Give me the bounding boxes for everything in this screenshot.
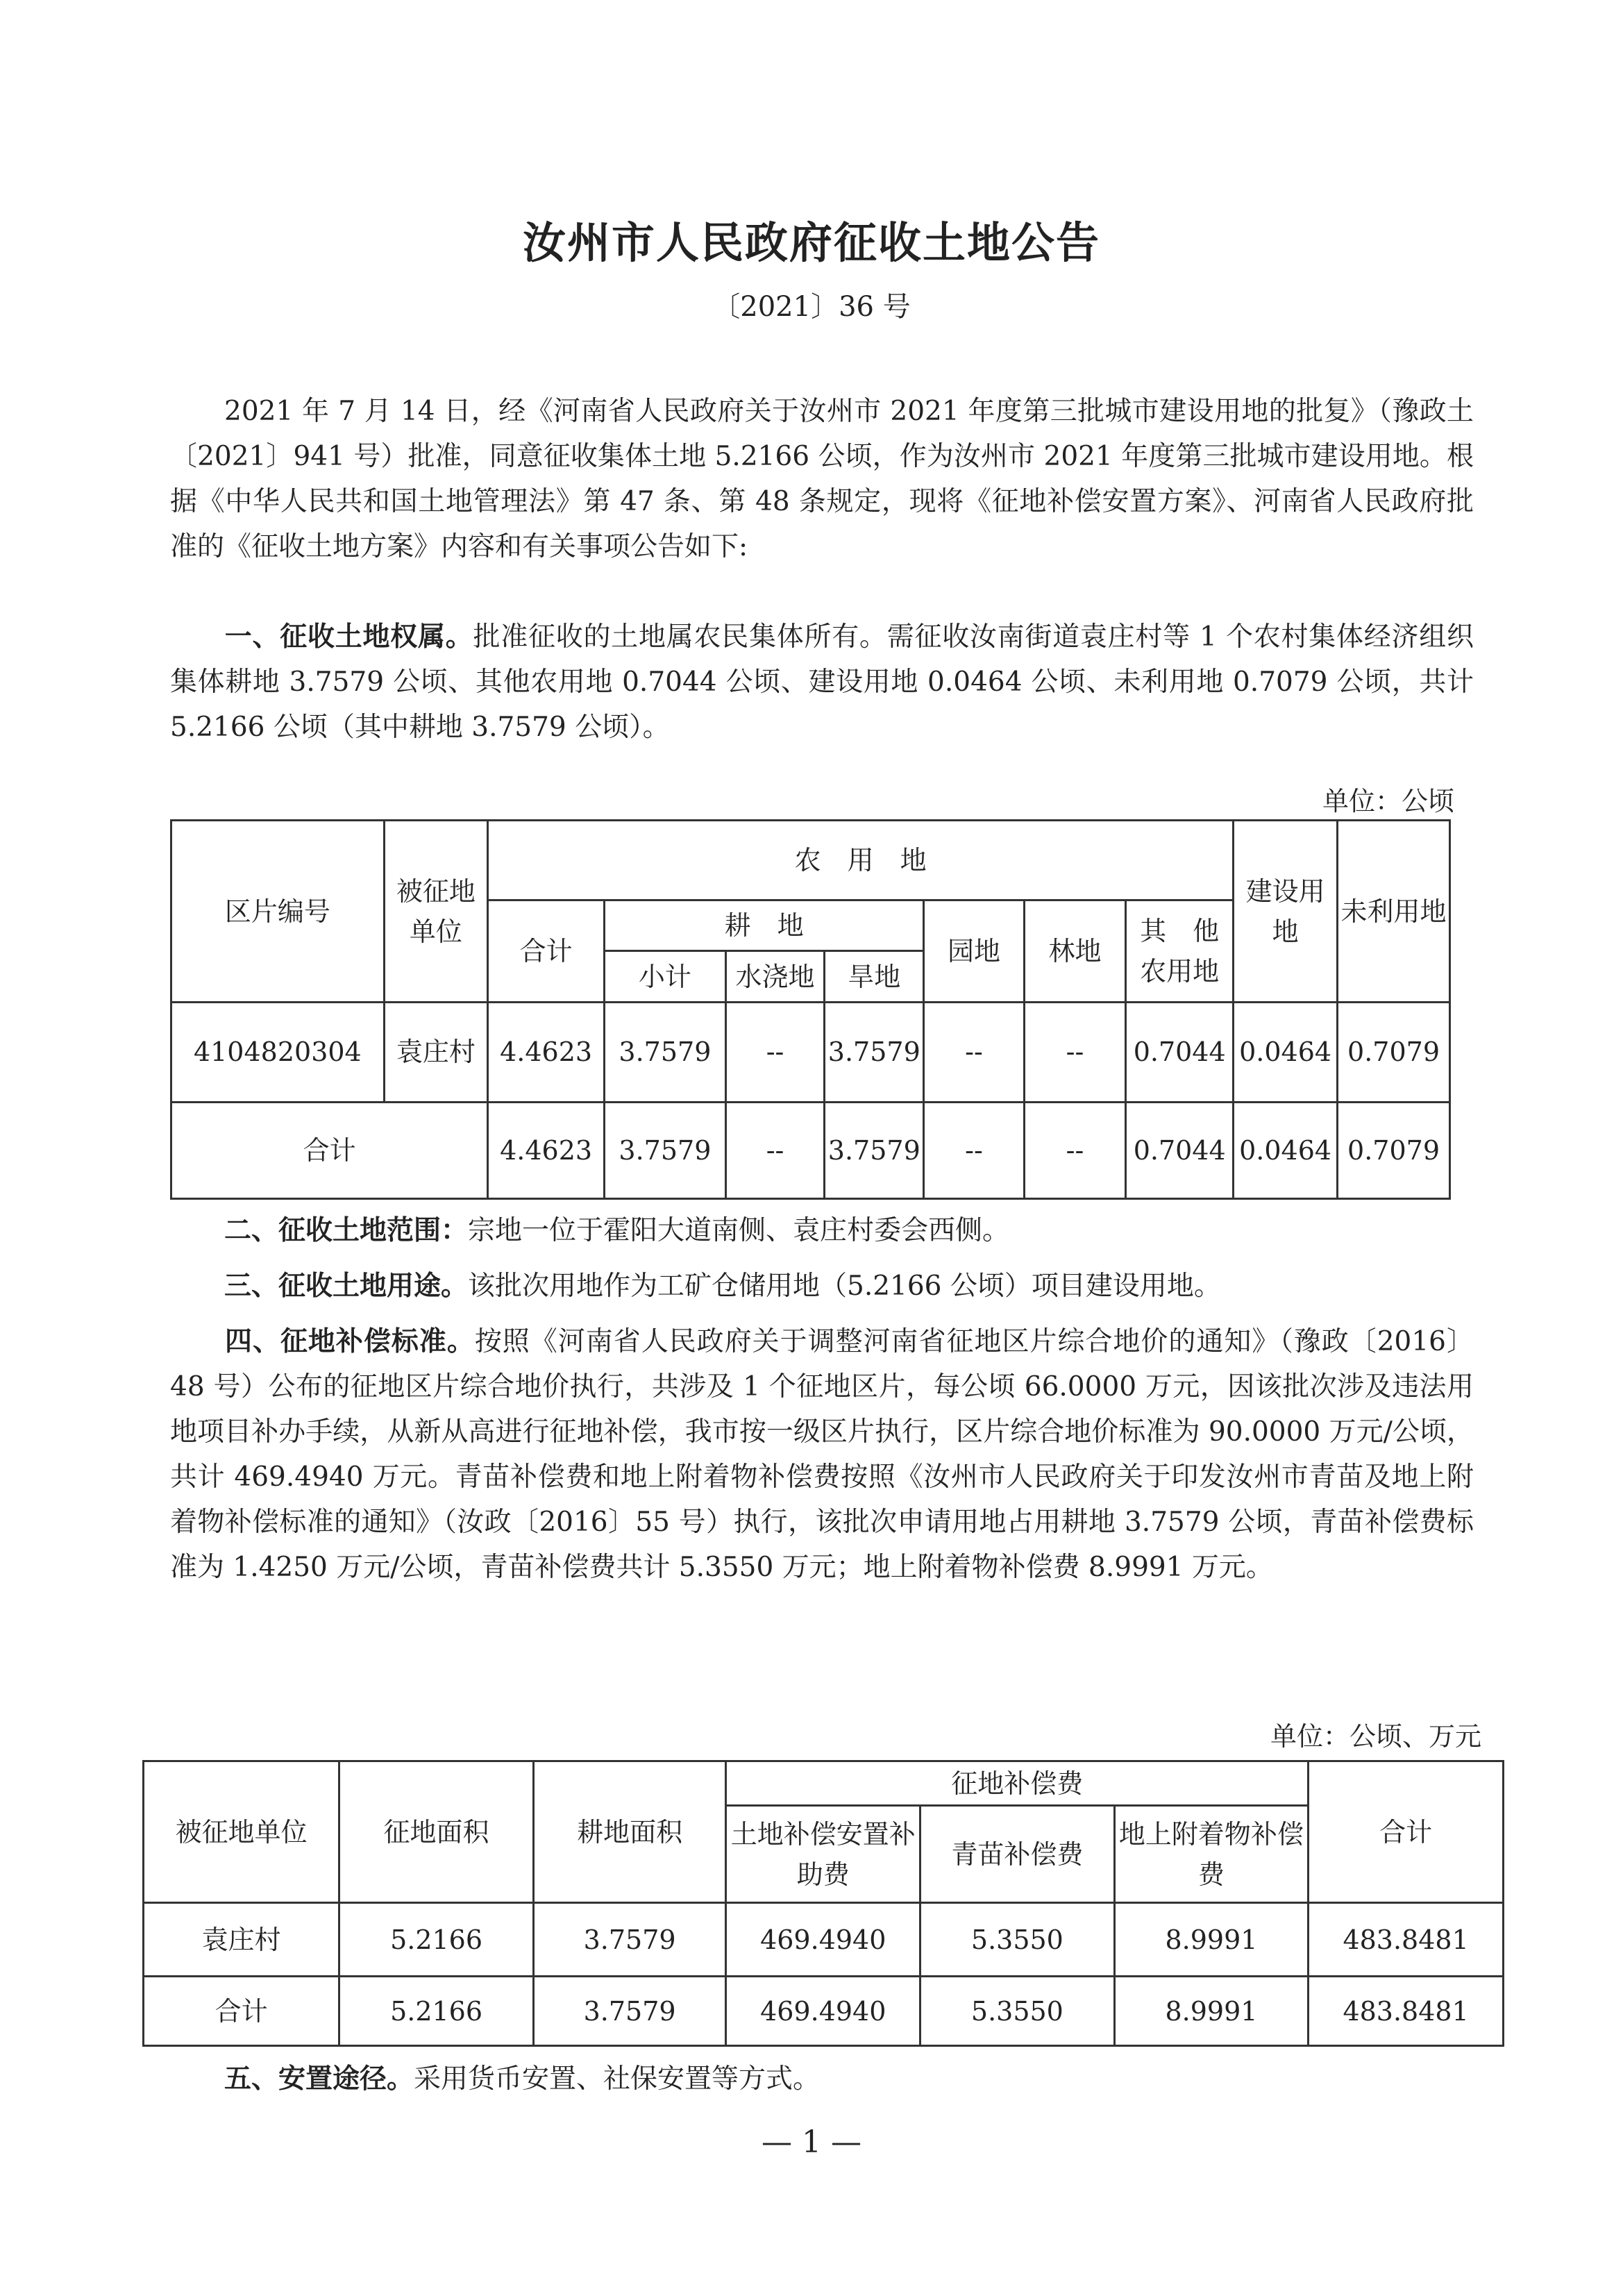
cell-total-land-fee: 469.4940: [726, 1977, 920, 2046]
intro-text: 2021 年 7 月 14 日，经《河南省人民政府关于汝州市 2021 年度第三批城市建设用地的批复》（豫政土〔2021〕941 号）批准，同意征收集体土地 5.2166 公顷，作为汝州市 2021 年度第三批城市建设用地。根据《中华人民共和国土地管理法》第 47 条、第 48 条规定，现将《征地补偿安置方案》、河南省人民政府批准的《征收土地方案》内容和有关事项公告如下:: [170, 396, 1474, 562]
section-5-heading: 五、安置途径。: [224, 2063, 414, 2095]
table-total-row: [144, 1977, 1504, 2046]
header-compensation-fees: 征地补偿费: [726, 1761, 1309, 1806]
table-2-unit: 单位：公顷、万元: [1270, 1721, 1482, 1752]
header-land-fee: 土地补偿安置补助费: [726, 1806, 920, 1903]
cell-total-dry-land: 3.7579: [825, 1102, 924, 1198]
section-5-text: 采用货币安置、社保安置等方式。: [414, 2063, 821, 2095]
section-2-text: 宗地一位于霍阳大道南侧、袁庄村委会西侧。: [468, 1215, 1010, 1246]
section-3-paragraph: [170, 1264, 1474, 1309]
cell-total-unused: 0.7079: [1338, 1102, 1450, 1198]
cell-other-agri: 0.7044: [1126, 1003, 1234, 1102]
cell-total-construction: 0.0464: [1234, 1102, 1338, 1198]
section-1-paragraph: [170, 614, 1474, 750]
section-4-heading: 四、征地补偿标准。: [224, 1326, 475, 1357]
header-agri-total: 合计: [488, 900, 605, 1003]
table-total-row: [171, 1102, 1450, 1198]
cell-total-label: 合计: [144, 1977, 339, 2046]
cell-agri-total: 4.4623: [488, 1003, 605, 1102]
section-5-paragraph: [170, 2056, 1474, 2102]
cell-land-fee: 469.4940: [726, 1903, 920, 1977]
header-arable-land: 耕 地: [605, 900, 924, 951]
cell-forest: --: [1024, 1003, 1125, 1102]
header-arable-area: 耕地面积: [533, 1761, 726, 1903]
cell-total-agri: 4.4623: [488, 1102, 605, 1198]
document-number: 〔2021〕36 号: [712, 291, 911, 323]
intro-paragraph: [170, 389, 1474, 569]
header-crop-fee: 青苗补偿费: [920, 1806, 1115, 1903]
section-3-text: 该批次用地作为工矿仓储用地（5.2166 公顷）项目建设用地。: [468, 1271, 1221, 1302]
header-other-agri: 其 他农用地: [1126, 900, 1234, 1003]
table-row: [171, 1003, 1450, 1102]
header-expropriation-area: 征地面积: [339, 1761, 534, 1903]
section-1-text: 批准征收的土地属农民集体所有。需征收汝南街道袁庄村等 1 个农村集体经济组织集体耕地 3.7579 公顷、其他农用地 0.7044 公顷、建设用地 0.0464 公顷、未利用地 0.7079 公顷，共计 5.2166 公顷（其中耕地 3.7579 公顷）。: [170, 621, 1474, 743]
cell-total-arable-area: 3.7579: [533, 1977, 726, 2046]
header-dry-land: 旱地: [825, 951, 924, 1003]
cell-arable-subtotal: 3.7579: [605, 1003, 726, 1102]
cell-arable-area: 3.7579: [533, 1903, 726, 1977]
section-3-heading: 三、征收土地用途。: [224, 1271, 469, 1302]
cell-crop-fee: 5.3550: [920, 1903, 1115, 1977]
cell-unit: 袁庄村: [384, 1003, 487, 1102]
header-construction-land: 建设用地: [1234, 821, 1338, 1003]
cell-grand-total: 483.8481: [1309, 1977, 1504, 2046]
cell-total-crop-fee: 5.3550: [920, 1977, 1115, 2046]
cell-total-irrigated: --: [725, 1102, 825, 1198]
cell-total: 483.8481: [1309, 1903, 1504, 1977]
cell-total-garden: --: [924, 1102, 1024, 1198]
document-title: 汝州市人民政府征收土地公告: [522, 217, 1100, 268]
compensation-table: [142, 1760, 1504, 2047]
header-garden: 园地: [924, 900, 1024, 1003]
cell-area: 5.2166: [339, 1903, 534, 1977]
header-forest: 林地: [1024, 900, 1125, 1003]
cell-total-arable-subtotal: 3.7579: [605, 1102, 726, 1198]
page-number: — 1 —: [762, 2125, 861, 2160]
cell-total-area: 5.2166: [339, 1977, 534, 2046]
cell-unit: 袁庄村: [144, 1903, 339, 1977]
header-attachment-fee: 地上附着物补偿费: [1114, 1806, 1309, 1903]
cell-garden: --: [924, 1003, 1024, 1102]
cell-total-label: 合计: [171, 1102, 488, 1198]
section-1-heading: 一、征收土地权属。: [224, 621, 473, 653]
header-irrigated: 水浇地: [725, 951, 825, 1003]
header-total: 合计: [1309, 1761, 1504, 1903]
section-2-paragraph: [170, 1208, 1474, 1253]
header-arable-subtotal: 小计: [605, 951, 726, 1003]
section-4-text: 按照《河南省人民政府关于调整河南省征地区片综合地价的通知》（豫政〔2016〕48 号）公布的征地区片综合地价执行，共涉及 1 个征地区片，每公顷 66.0000 万元，因该批次涉及违法用地项目补办手续，从新从高进行征地补偿，我市按一级区片执行，区片综合地价标准为 90.0000 万元/公顷，共计 469.4940 万元。青苗补偿费和地上附着物补偿费按照《汝州市人民政府关于印发汝州市青苗及地上附着物补偿标准的通知》（汝政〔2016〕55 号）执行，该批次申请用地占用耕地 3.7579 公顷，青苗补偿费标准为 1.4250 万元/公顷，青苗补偿费共计 5.3550 万元；地上附着物补偿费 8.9991 万元。: [170, 1326, 1474, 1583]
table-row: [144, 1903, 1504, 1977]
section-4-paragraph: [170, 1319, 1474, 1590]
section-2-heading: 二、征收土地范围：: [224, 1215, 469, 1246]
table-1-unit: 单位：公顷: [1322, 786, 1455, 816]
header-expropriated-unit: 被征地单位: [384, 821, 487, 1003]
cell-attachment-fee: 8.9991: [1114, 1903, 1309, 1977]
header-expropriated-unit: 被征地单位: [144, 1761, 339, 1903]
cell-total-forest: --: [1024, 1102, 1125, 1198]
header-plot-no: 区片编号: [171, 821, 385, 1003]
cell-dry-land: 3.7579: [825, 1003, 924, 1102]
cell-total-other-agri: 0.7044: [1126, 1102, 1234, 1198]
cell-unused: 0.7079: [1338, 1003, 1450, 1102]
cell-irrigated: --: [725, 1003, 825, 1102]
cell-plot-no: 4104820304: [171, 1003, 385, 1102]
cell-construction: 0.0464: [1234, 1003, 1338, 1102]
header-agricultural-land: 农 用 地: [488, 821, 1234, 900]
cell-total-attachment-fee: 8.9991: [1114, 1977, 1309, 2046]
land-ownership-table: [170, 819, 1451, 1200]
header-unused-land: 未利用地: [1338, 821, 1450, 1003]
